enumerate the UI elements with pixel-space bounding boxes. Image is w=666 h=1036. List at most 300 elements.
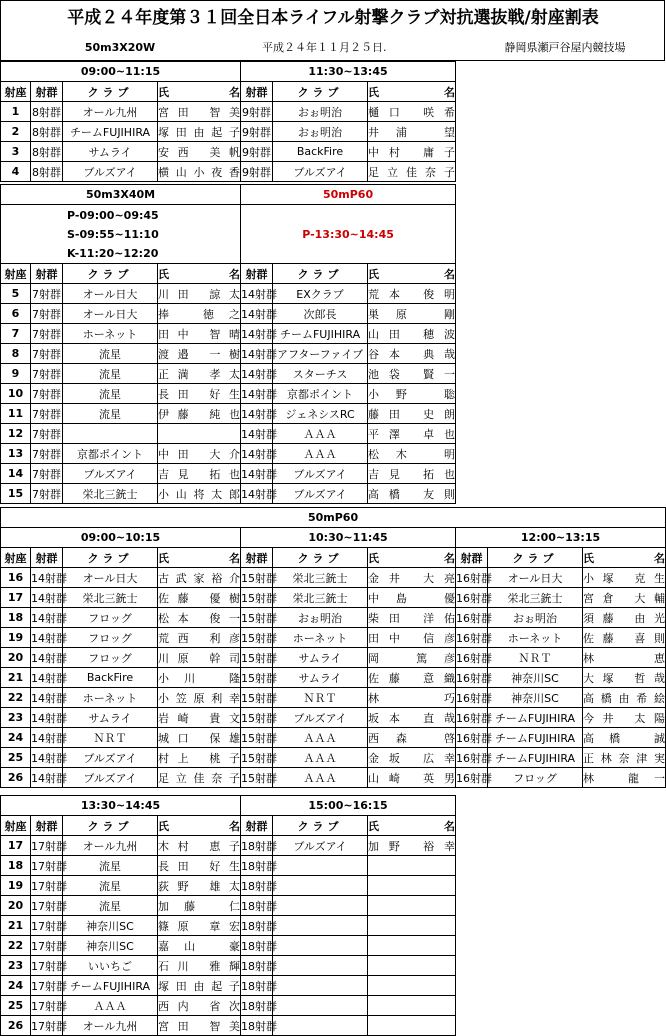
name-cell: 林 龍一	[583, 768, 666, 788]
club-header: クラブ	[63, 82, 158, 102]
table-row	[1, 364, 456, 384]
name-header: 氏名	[158, 816, 241, 836]
session-time: 11:30~13:45	[241, 62, 456, 82]
name-cell: 井浦 望	[368, 122, 456, 142]
group-cell: 16射群	[456, 668, 488, 688]
club-cell: BackFire	[273, 142, 368, 162]
event-title: 50mP60	[1, 508, 666, 528]
club-header: クラブ	[488, 548, 583, 568]
table-row	[1, 344, 456, 364]
name-cell	[368, 896, 456, 916]
name-cell: 柴田 洋佑	[368, 608, 456, 628]
club-header: クラブ	[273, 82, 368, 102]
table-row	[1, 856, 456, 876]
lane-number: 18	[1, 856, 31, 876]
group-cell: 16射群	[456, 568, 488, 588]
table-row	[1, 976, 456, 996]
section3-table	[0, 507, 666, 788]
name-cell: 川原 幹司	[158, 648, 241, 668]
group-cell: 7射群	[31, 424, 63, 444]
name-cell: 巣原 剛	[368, 304, 456, 324]
club-cell	[273, 896, 368, 916]
group-cell: 17射群	[31, 856, 63, 876]
name-cell: 加藤 仁	[158, 896, 241, 916]
table-row	[1, 628, 666, 648]
table-row	[1, 836, 456, 856]
club-cell: 栄北三銃士	[273, 568, 368, 588]
club-cell: サムライ	[63, 708, 158, 728]
group-cell: 14射群	[241, 284, 273, 304]
group-header: 射群	[241, 816, 273, 836]
club-cell: ブルズアイ	[273, 708, 368, 728]
name-cell: 正林奈津実	[583, 748, 666, 768]
event-title: 50m3X40M	[1, 185, 241, 205]
name-cell: 篠原 章宏	[158, 916, 241, 936]
page-title: 平成２４年度第３１回全日本ライフル射撃クラブ対抗選抜戦/射座割表	[67, 8, 599, 28]
lane-number: 23	[1, 708, 31, 728]
club-cell: いいちご	[63, 956, 158, 976]
club-cell	[273, 916, 368, 936]
session-time: 10:30~11:45	[241, 528, 456, 548]
group-cell: 14射群	[31, 648, 63, 668]
name-cell: 長田 好生	[158, 384, 241, 404]
lane-number: 14	[1, 464, 31, 484]
name-cell: 木村 恵子	[158, 836, 241, 856]
table-row	[1, 708, 666, 728]
name-cell	[368, 856, 456, 876]
group-cell: 18射群	[241, 996, 273, 1016]
table-row	[1, 142, 456, 162]
club-cell: ＡＡＡ	[273, 748, 368, 768]
group-cell: 15射群	[241, 748, 273, 768]
group-cell: 16射群	[456, 588, 488, 608]
session-time: S-09:55~11:10	[67, 227, 159, 241]
club-cell: サムライ	[273, 648, 368, 668]
session-time: 15:00~16:15	[241, 796, 456, 816]
club-cell: ジェネシスRC	[273, 404, 368, 424]
club-cell: 神奈川SC	[488, 668, 583, 688]
name-cell: 中田 大介	[158, 444, 241, 464]
name-cell: 中村 庸子	[368, 142, 456, 162]
club-cell	[273, 1016, 368, 1036]
group-cell: 9射群	[241, 122, 273, 142]
lane-number: 20	[1, 648, 31, 668]
club-cell: 神奈川SC	[488, 688, 583, 708]
name-cell: 嘉山 豪	[158, 936, 241, 956]
name-cell: 林 巧	[368, 688, 456, 708]
name-cell: 正満 孝太	[158, 364, 241, 384]
club-cell: ブルズアイ	[273, 162, 368, 182]
group-cell: 14射群	[241, 444, 273, 464]
club-header: クラブ	[63, 264, 158, 284]
group-cell: 17射群	[31, 896, 63, 916]
lane-number: 5	[1, 284, 31, 304]
name-cell: 安西 美帆	[158, 142, 241, 162]
club-header: クラブ	[63, 548, 158, 568]
name-header: 氏名	[368, 816, 456, 836]
name-cell: 松本 俊一	[158, 608, 241, 628]
group-cell: 18射群	[241, 1016, 273, 1036]
group-cell: 14射群	[31, 688, 63, 708]
lane-number: 21	[1, 668, 31, 688]
lane-number: 21	[1, 916, 31, 936]
group-cell: 17射群	[31, 1016, 63, 1036]
group-cell: 7射群	[31, 284, 63, 304]
name-cell: 高橋 誠	[583, 728, 666, 748]
header-row	[1, 82, 456, 102]
name-cell	[158, 424, 241, 444]
table-row	[1, 768, 666, 788]
club-cell: 神奈川SC	[63, 916, 158, 936]
lane-number: 10	[1, 384, 31, 404]
club-cell: 流星	[63, 896, 158, 916]
group-cell: 7射群	[31, 304, 63, 324]
group-cell: 16射群	[456, 768, 488, 788]
group-cell: 7射群	[31, 444, 63, 464]
group-cell: 7射群	[31, 384, 63, 404]
lane-number: 9	[1, 364, 31, 384]
time-row	[1, 528, 666, 548]
header-row	[1, 816, 456, 836]
group-cell: 14射群	[241, 464, 273, 484]
name-cell: 村上 桃子	[158, 748, 241, 768]
name-cell: 大塚 哲哉	[583, 668, 666, 688]
name-cell	[368, 936, 456, 956]
event-row	[1, 185, 456, 205]
group-cell: 16射群	[456, 628, 488, 648]
name-header: 氏名	[158, 82, 241, 102]
club-cell: ホーネット	[63, 324, 158, 344]
club-cell: 栄北三銃士	[63, 588, 158, 608]
club-cell: EXクラブ	[273, 284, 368, 304]
lane-number: 22	[1, 936, 31, 956]
group-cell: 7射群	[31, 404, 63, 424]
name-cell: 岩崎 貴文	[158, 708, 241, 728]
name-cell: 石川 雅輝	[158, 956, 241, 976]
club-cell: フロッグ	[63, 648, 158, 668]
group-cell: 15射群	[241, 588, 273, 608]
club-cell: オール九州	[63, 1016, 158, 1036]
group-cell: 18射群	[241, 836, 273, 856]
name-cell: 金井 大亮	[368, 568, 456, 588]
lane-number: 19	[1, 628, 31, 648]
name-cell: 松木 明	[368, 444, 456, 464]
group-cell: 15射群	[241, 568, 273, 588]
group-cell: 14射群	[241, 344, 273, 364]
time-row	[1, 62, 456, 82]
name-cell: 佐藤 優樹	[158, 588, 241, 608]
club-cell: 栄北三銃士	[488, 588, 583, 608]
club-cell: チームFUJIHIRA	[488, 708, 583, 728]
club-cell: ブルズアイ	[273, 464, 368, 484]
table-row	[1, 588, 666, 608]
group-cell: 17射群	[31, 936, 63, 956]
group-cell: 18射群	[241, 936, 273, 956]
table-row	[1, 896, 456, 916]
group-cell: 18射群	[241, 976, 273, 996]
table-row	[1, 122, 456, 142]
lane-number: 13	[1, 444, 31, 464]
table-row	[1, 304, 456, 324]
name-cell: 今井 太陽	[583, 708, 666, 728]
table-row	[1, 668, 666, 688]
session-time: 09:00~11:15	[1, 62, 241, 82]
group-cell: 7射群	[31, 324, 63, 344]
club-cell: 流星	[63, 364, 158, 384]
lane-number: 17	[1, 588, 31, 608]
name-cell: 池袋 賢一	[368, 364, 456, 384]
name-cell: 林 恵	[583, 648, 666, 668]
name-cell	[368, 956, 456, 976]
name-cell: 佐藤 喜則	[583, 628, 666, 648]
club-cell: ＮＲＴ	[273, 688, 368, 708]
club-cell: ブルズアイ	[63, 464, 158, 484]
club-cell: ホーネット	[488, 628, 583, 648]
club-cell: フロッグ	[63, 608, 158, 628]
name-cell: 渡邉 一樹	[158, 344, 241, 364]
date-label: 平成２４年１１月２５日.	[262, 41, 387, 54]
group-cell: 14射群	[241, 384, 273, 404]
table-row	[1, 568, 666, 588]
name-cell: 樋口 咲希	[368, 102, 456, 122]
lane-number: 26	[1, 1016, 31, 1036]
event-title: 50mP60	[241, 185, 456, 205]
lane-number: 6	[1, 304, 31, 324]
group-header: 射群	[241, 264, 273, 284]
club-cell: ブルズアイ	[63, 162, 158, 182]
session-time: 09:00~10:15	[1, 528, 241, 548]
name-cell: 宮田 智美	[158, 1016, 241, 1036]
group-cell: 9射群	[241, 142, 273, 162]
name-cell: 吉見 拓也	[368, 464, 456, 484]
name-cell: 塚田由起子	[158, 122, 241, 142]
group-header: 射群	[241, 82, 273, 102]
club-cell	[63, 424, 158, 444]
session-time: 13:30~14:45	[1, 796, 241, 816]
table-row	[1, 1016, 456, 1036]
club-cell: ＡＡＡ	[273, 728, 368, 748]
club-cell: ホーネット	[273, 628, 368, 648]
group-header: 射群	[456, 548, 488, 568]
group-cell: 14射群	[241, 404, 273, 424]
club-cell: オール日大	[63, 304, 158, 324]
group-cell: 17射群	[31, 956, 63, 976]
lane-number: 18	[1, 608, 31, 628]
club-cell: ブルズアイ	[273, 836, 368, 856]
group-cell: 8射群	[31, 142, 63, 162]
name-cell: 川田 諒太	[158, 284, 241, 304]
lane-number: 26	[1, 768, 31, 788]
table-row	[1, 484, 456, 504]
header-row	[1, 548, 666, 568]
group-header: 射群	[31, 816, 63, 836]
name-cell: 小山将太郎	[158, 484, 241, 504]
group-cell: 16射群	[456, 708, 488, 728]
lane-number: 20	[1, 896, 31, 916]
group-cell: 17射群	[31, 916, 63, 936]
name-cell: 捧 徳之	[158, 304, 241, 324]
session-time: K-11:20~12:20	[67, 246, 159, 260]
group-cell: 15射群	[241, 768, 273, 788]
name-cell: 須藤 由光	[583, 608, 666, 628]
club-header: クラブ	[273, 548, 368, 568]
name-cell: 高橋由希絵	[583, 688, 666, 708]
name-cell: 藤田 史朗	[368, 404, 456, 424]
group-cell: 14射群	[241, 364, 273, 384]
group-cell: 16射群	[456, 748, 488, 768]
name-cell: 宮倉 大輔	[583, 588, 666, 608]
club-cell: 流星	[63, 344, 158, 364]
lane-number: 11	[1, 404, 31, 424]
club-cell: 栄北三銃士	[63, 484, 158, 504]
group-cell: 14射群	[31, 768, 63, 788]
club-cell: おぉ明治	[488, 608, 583, 628]
group-header: 射群	[31, 548, 63, 568]
club-cell: ブルズアイ	[63, 768, 158, 788]
club-cell: ブルズアイ	[63, 748, 158, 768]
group-cell: 18射群	[241, 956, 273, 976]
table-row	[1, 444, 456, 464]
event-row	[1, 508, 666, 528]
group-cell: 14射群	[241, 324, 273, 344]
name-cell: 横山小夜香	[158, 162, 241, 182]
group-cell: 14射群	[31, 668, 63, 688]
name-cell: 小川 隆	[158, 668, 241, 688]
group-cell: 14射群	[31, 728, 63, 748]
club-cell: ＮＲＴ	[63, 728, 158, 748]
lane-number: 17	[1, 836, 31, 856]
group-cell: 15射群	[241, 608, 273, 628]
name-cell: 宮田 智美	[158, 102, 241, 122]
name-header: 氏名	[583, 548, 666, 568]
table-row	[1, 284, 456, 304]
lane-number: 22	[1, 688, 31, 708]
table-row	[1, 688, 666, 708]
name-cell	[368, 1016, 456, 1036]
table-row	[1, 162, 456, 182]
table-row	[1, 404, 456, 424]
name-cell: 小笠原利幸	[158, 688, 241, 708]
group-cell: 15射群	[241, 628, 273, 648]
club-header: クラブ	[63, 816, 158, 836]
table-row	[1, 876, 456, 896]
name-cell: 荒本 俊明	[368, 284, 456, 304]
group-header: 射群	[241, 548, 273, 568]
club-cell: 流星	[63, 384, 158, 404]
club-cell: ＮＲＴ	[488, 648, 583, 668]
table-row	[1, 102, 456, 122]
time-row	[1, 796, 456, 816]
group-cell: 16射群	[456, 648, 488, 668]
club-cell: チームFUJIHIRA	[63, 122, 158, 142]
club-cell: サムライ	[63, 142, 158, 162]
group-cell: 15射群	[241, 688, 273, 708]
group-cell: 14射群	[241, 484, 273, 504]
group-cell: 14射群	[31, 708, 63, 728]
session-time: P-09:00~09:45	[67, 208, 159, 222]
lane-number: 8	[1, 344, 31, 364]
name-cell: 伊藤 純也	[158, 404, 241, 424]
lane-header: 射座	[1, 82, 31, 102]
club-cell: ホーネット	[63, 688, 158, 708]
group-cell: 18射群	[241, 896, 273, 916]
group-cell: 15射群	[241, 668, 273, 688]
club-cell	[273, 856, 368, 876]
name-cell: 谷本 典哉	[368, 344, 456, 364]
group-cell: 17射群	[31, 836, 63, 856]
club-cell: フロッグ	[63, 628, 158, 648]
lane-number: 25	[1, 748, 31, 768]
lane-header: 射座	[1, 816, 31, 836]
lane-number: 24	[1, 728, 31, 748]
table-row	[1, 956, 456, 976]
club-cell: BackFire	[63, 668, 158, 688]
table-row	[1, 384, 456, 404]
club-cell: おぉ明治	[273, 102, 368, 122]
club-cell	[273, 876, 368, 896]
club-cell: スターチス	[273, 364, 368, 384]
lane-number: 12	[1, 424, 31, 444]
name-cell: 古武家裕介	[158, 568, 241, 588]
table-row	[1, 916, 456, 936]
club-cell: ＡＡＡ	[273, 444, 368, 464]
name-cell: 足立佳奈子	[368, 162, 456, 182]
club-cell: オール九州	[63, 836, 158, 856]
name-cell: 吉見 拓也	[158, 464, 241, 484]
lane-number: 4	[1, 162, 31, 182]
name-cell: 小野 聡	[368, 384, 456, 404]
group-cell: 17射群	[31, 996, 63, 1016]
name-cell: 長田 好生	[158, 856, 241, 876]
group-cell: 9射群	[241, 102, 273, 122]
name-cell: 西内 省次	[158, 996, 241, 1016]
name-cell: 金坂 広幸	[368, 748, 456, 768]
table-row	[1, 728, 666, 748]
group-cell: 17射群	[31, 976, 63, 996]
section1-table	[0, 61, 456, 182]
lane-header: 射座	[1, 264, 31, 284]
group-cell: 14射群	[241, 424, 273, 444]
table-row	[1, 464, 456, 484]
name-cell: 山崎 英男	[368, 768, 456, 788]
club-cell	[273, 996, 368, 1016]
event-label: 50m3X20W	[84, 41, 156, 54]
lane-number: 3	[1, 142, 31, 162]
club-cell: フロッグ	[488, 768, 583, 788]
club-cell: ＡＡＡ	[273, 768, 368, 788]
group-cell: 18射群	[241, 876, 273, 896]
lane-number: 2	[1, 122, 31, 142]
club-cell: 次郎長	[273, 304, 368, 324]
lane-number: 19	[1, 876, 31, 896]
name-cell: 山田 穂波	[368, 324, 456, 344]
name-cell: 田中 信彦	[368, 628, 456, 648]
club-cell: アフターファイブ	[273, 344, 368, 364]
club-cell: オール九州	[63, 102, 158, 122]
club-cell: 流星	[63, 856, 158, 876]
lane-number: 1	[1, 102, 31, 122]
name-header: 氏名	[368, 548, 456, 568]
name-cell: 西森 啓	[368, 728, 456, 748]
group-cell: 14射群	[31, 608, 63, 628]
group-cell: 14射群	[241, 304, 273, 324]
table-row	[1, 996, 456, 1016]
club-cell: 京都ポイント	[63, 444, 158, 464]
group-cell: 16射群	[456, 688, 488, 708]
group-cell: 7射群	[31, 484, 63, 504]
session-times	[1, 205, 241, 264]
time-row	[1, 205, 456, 264]
